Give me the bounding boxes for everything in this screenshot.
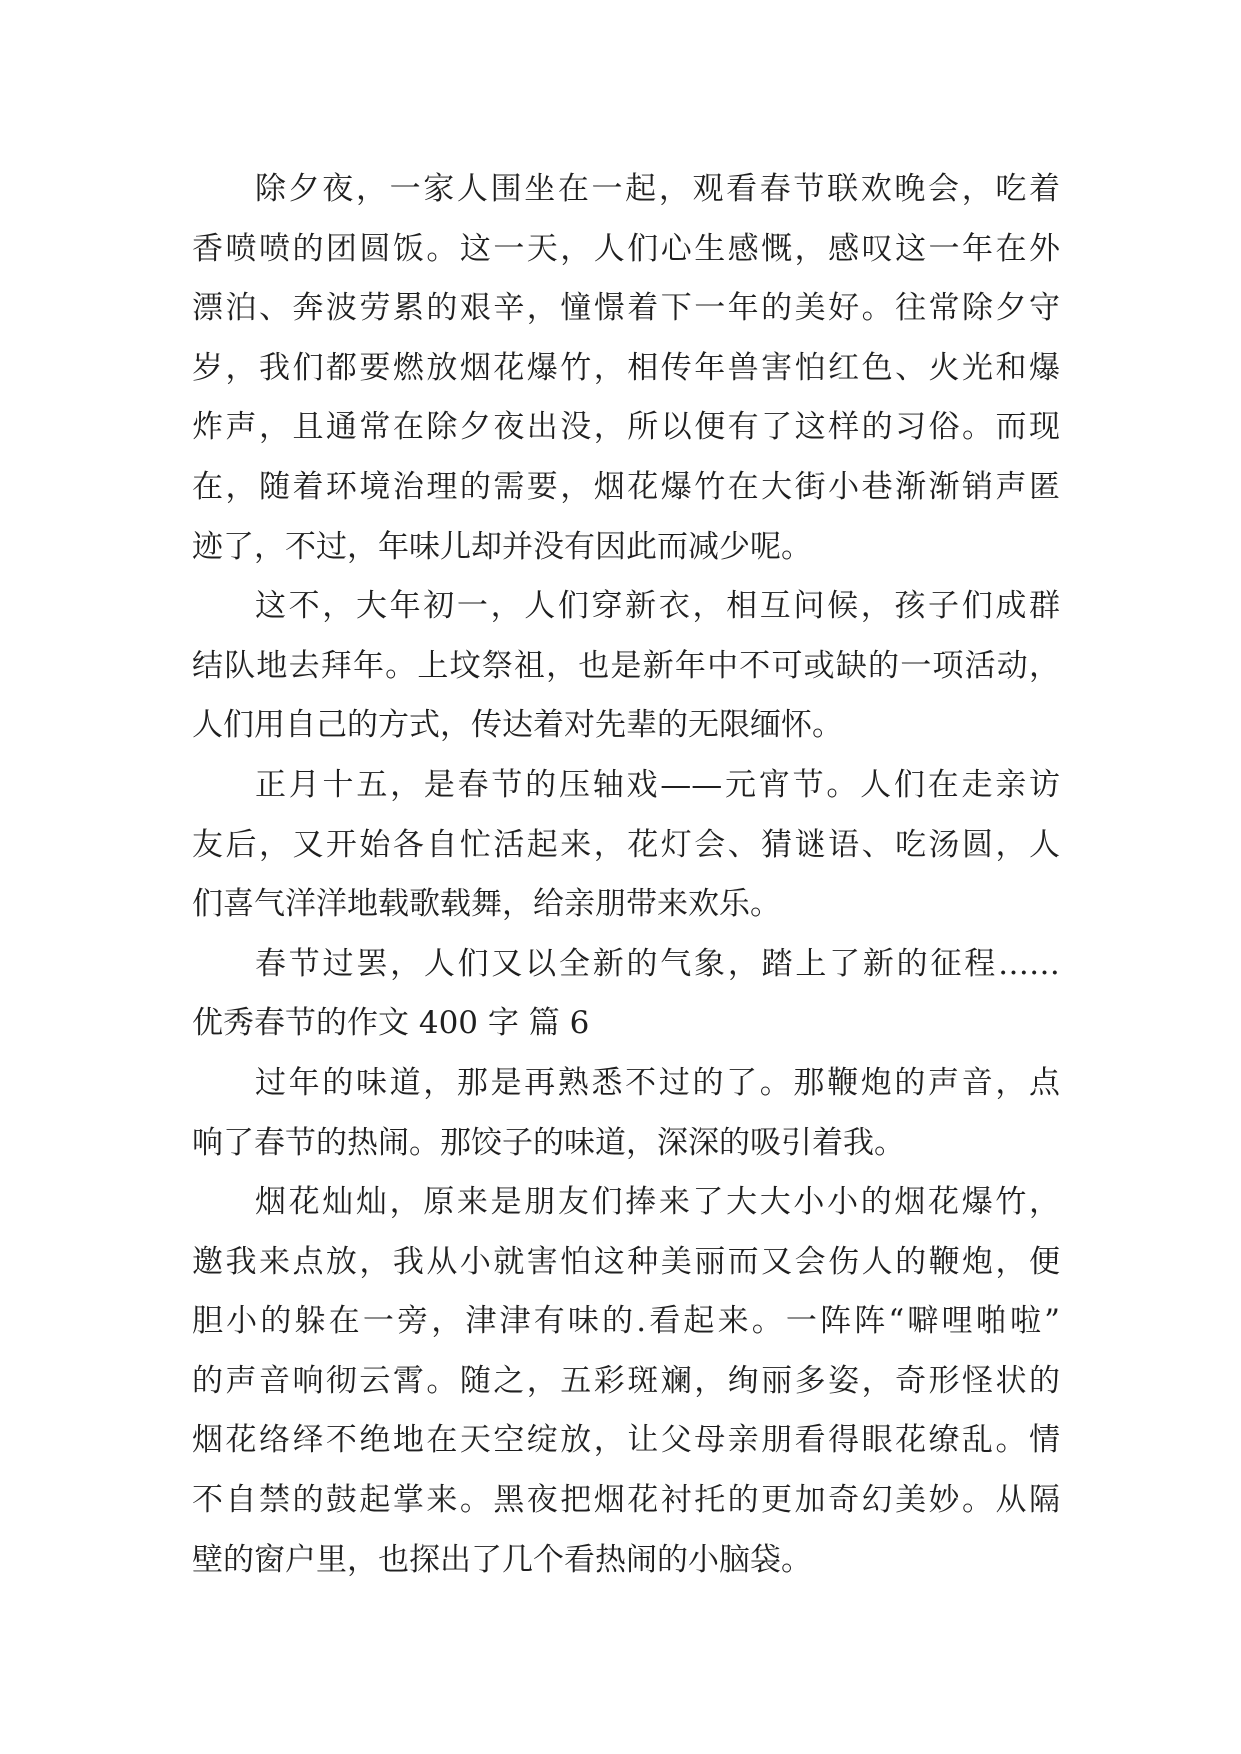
text-line: 春节过罢，人们又以全新的气象，踏上了新的征程……: [255, 945, 1060, 982]
text-line: 岁，我们都要燃放烟花爆竹，相传年兽害怕红色、火光和爆: [192, 349, 1060, 386]
text-line: 正月十五，是春节的压轴戏——元宵节。人们在走亲访: [255, 766, 1060, 803]
essay-body: [192, 160, 1060, 1590]
text-line: 结队地去拜年。上坟祭祖，也是新年中不可或缺的一项活动，: [192, 647, 1060, 684]
text-line: 胆小的躲在一旁，津津有味的.看起来。一阵阵“噼哩啪啦”: [192, 1303, 1060, 1340]
text-line: 漂泊、奔波劳累的艰辛，憧憬着下一年的美好。往常除夕守: [192, 290, 1060, 327]
text-line: 香喷喷的团圆饭。这一天，人们心生感慨，感叹这一年在外: [192, 230, 1060, 267]
text-line: 烟花络绎不绝地在天空绽放，让父母亲朋看得眼花缭乱。情: [192, 1422, 1060, 1459]
text-line: 过年的味道，那是再熟悉不过的了。那鞭炮的声音，点: [255, 1064, 1060, 1101]
text-line: 邀我来点放，我从小就害怕这种美丽而又会伤人的鞭炮，便: [192, 1243, 1060, 1280]
section-heading: 优秀春节的作文 400 字 篇 6: [192, 1005, 590, 1042]
text-line: 友后，又开始各自忙活起来，花灯会、猜谜语、吃汤圆，人: [192, 826, 1060, 863]
text-line: 壁的窗户里，也探出了几个看热闹的小脑袋。: [192, 1541, 812, 1578]
text-line: 迹了，不过，年味儿却并没有因此而减少呢。: [192, 528, 812, 565]
text-line: 人们用自己的方式，传达着对先辈的无限缅怀。: [192, 707, 843, 744]
text-line: 烟花灿灿，原来是朋友们捧来了大大小小的烟花爆竹，: [255, 1184, 1060, 1221]
text-line: 在，随着环境治理的需要，烟花爆竹在大街小巷渐渐销声匿: [192, 468, 1060, 505]
text-line: 响了春节的热闹。那饺子的味道，深深的吸引着我。: [192, 1124, 905, 1161]
text-line: 的声音响彻云霄。随之，五彩斑斓，绚丽多姿，奇形怪状的: [192, 1362, 1060, 1399]
text-line: 这不，大年初一，人们穿新衣，相互问候，孩子们成群: [255, 588, 1060, 625]
text-line: 炸声，且通常在除夕夜出没，所以便有了这样的习俗。而现: [192, 409, 1060, 446]
text-line: 除夕夜，一家人围坐在一起，观看春节联欢晚会，吃着: [255, 171, 1060, 207]
text-line: 不自禁的鼓起掌来。黑夜把烟花衬托的更加奇幻美妙。从隔: [192, 1482, 1060, 1519]
text-line: 们喜气洋洋地载歌载舞，给亲朋带来欢乐。: [192, 886, 781, 923]
